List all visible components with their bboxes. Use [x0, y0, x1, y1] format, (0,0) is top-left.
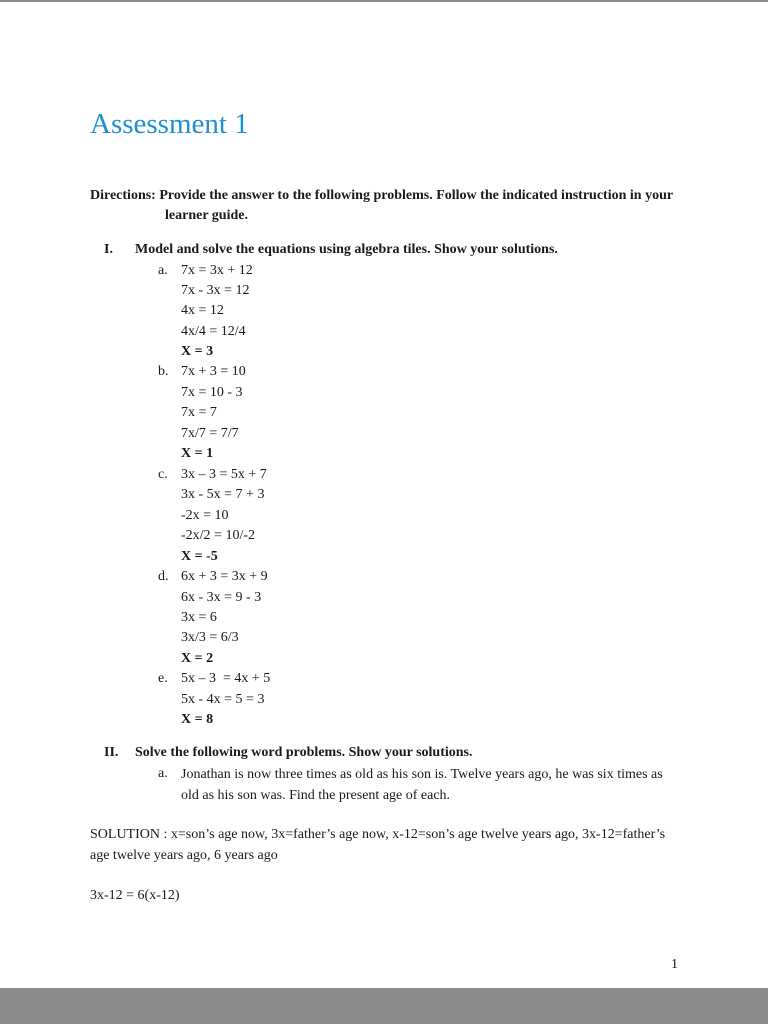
problem-a-step-1: 7x = 3x + 12	[181, 263, 253, 278]
section-2-numeral: II.	[104, 745, 119, 760]
directions-line-2: learner guide.	[165, 208, 248, 223]
problem-c-step-4: -2x/2 = 10/-2	[181, 528, 255, 543]
problem-d-step-1: 6x + 3 = 3x + 9	[181, 569, 268, 584]
section-2-heading-text: Solve the following word problems. Show your solutions.	[135, 745, 473, 760]
page-title: Assessment 1	[90, 108, 249, 140]
problem-a-step-3: 4x = 12	[181, 303, 224, 318]
directions-line-1: Directions: Provide the answer to the following problems. Follow the indicated instruction in your	[90, 188, 674, 203]
problem-c-letter: c.	[158, 467, 168, 482]
section-2-heading	[104, 743, 472, 763]
problem-c-answer: X = -5	[181, 549, 218, 564]
problem-e-letter: e.	[158, 671, 168, 686]
problem-b-step-4: 7x/7 = 7/7	[181, 426, 239, 441]
solution-line-2: age twelve years ago, 6 years ago	[90, 848, 278, 863]
viewer-bottom-bar	[0, 988, 768, 1024]
word-problem-a	[181, 764, 681, 806]
problem-a-letter: a.	[158, 263, 168, 278]
problem-e-step-1: 5x – 3 = 4x + 5	[181, 671, 271, 686]
section-1-heading-text: Model and solve the equations using algebra tiles. Show your solutions.	[135, 242, 558, 257]
problem-c-step-1: 3x – 3 = 5x + 7	[181, 467, 267, 482]
problem-e-step-2: 5x - 4x = 5 = 3	[181, 692, 265, 707]
problem-b-step-3: 7x = 7	[181, 405, 217, 420]
problem-c-step-3: -2x = 10	[181, 508, 229, 523]
problem-e-answer: X = 8	[181, 712, 214, 727]
solution-equation: 3x-12 = 6(x-12)	[90, 888, 180, 903]
problem-d-step-2: 6x - 3x = 9 - 3	[181, 590, 262, 605]
section-1-numeral: I.	[104, 242, 113, 257]
solution-line-1: SOLUTION : x=son’s age now, 3x=father’s age now, x-12=son’s age twelve years ago, 3x-12=father’s	[90, 827, 666, 842]
problem-d-step-3: 3x = 6	[181, 610, 217, 625]
section-1-heading	[104, 240, 558, 260]
word-problem-a-line-1: Jonathan is now three times as old as his son is. Twelve years ago, he was six times as	[181, 767, 663, 782]
solution-paragraph	[90, 824, 680, 866]
problem-b-letter: b.	[158, 364, 169, 379]
directions	[90, 186, 690, 226]
problem-d-step-4: 3x/3 = 6/3	[181, 630, 239, 645]
word-problem-a-line-2: old as his son was. Find the present age of each.	[181, 788, 451, 803]
problem-b-answer: X = 1	[181, 446, 214, 461]
top-border	[0, 0, 768, 2]
problem-a-step-4: 4x/4 = 12/4	[181, 324, 246, 339]
problem-d-answer: X = 2	[181, 651, 214, 666]
page-number: 1	[671, 957, 678, 972]
problem-a-step-2: 7x - 3x = 12	[181, 283, 250, 298]
problem-d-letter: d.	[158, 569, 169, 584]
word-problem-a-letter: a.	[158, 766, 168, 781]
problem-a-answer: X = 3	[181, 344, 214, 359]
problem-c-step-2: 3x - 5x = 7 + 3	[181, 487, 265, 502]
problem-b-step-1: 7x + 3 = 10	[181, 364, 246, 379]
problem-b-step-2: 7x = 10 - 3	[181, 385, 243, 400]
